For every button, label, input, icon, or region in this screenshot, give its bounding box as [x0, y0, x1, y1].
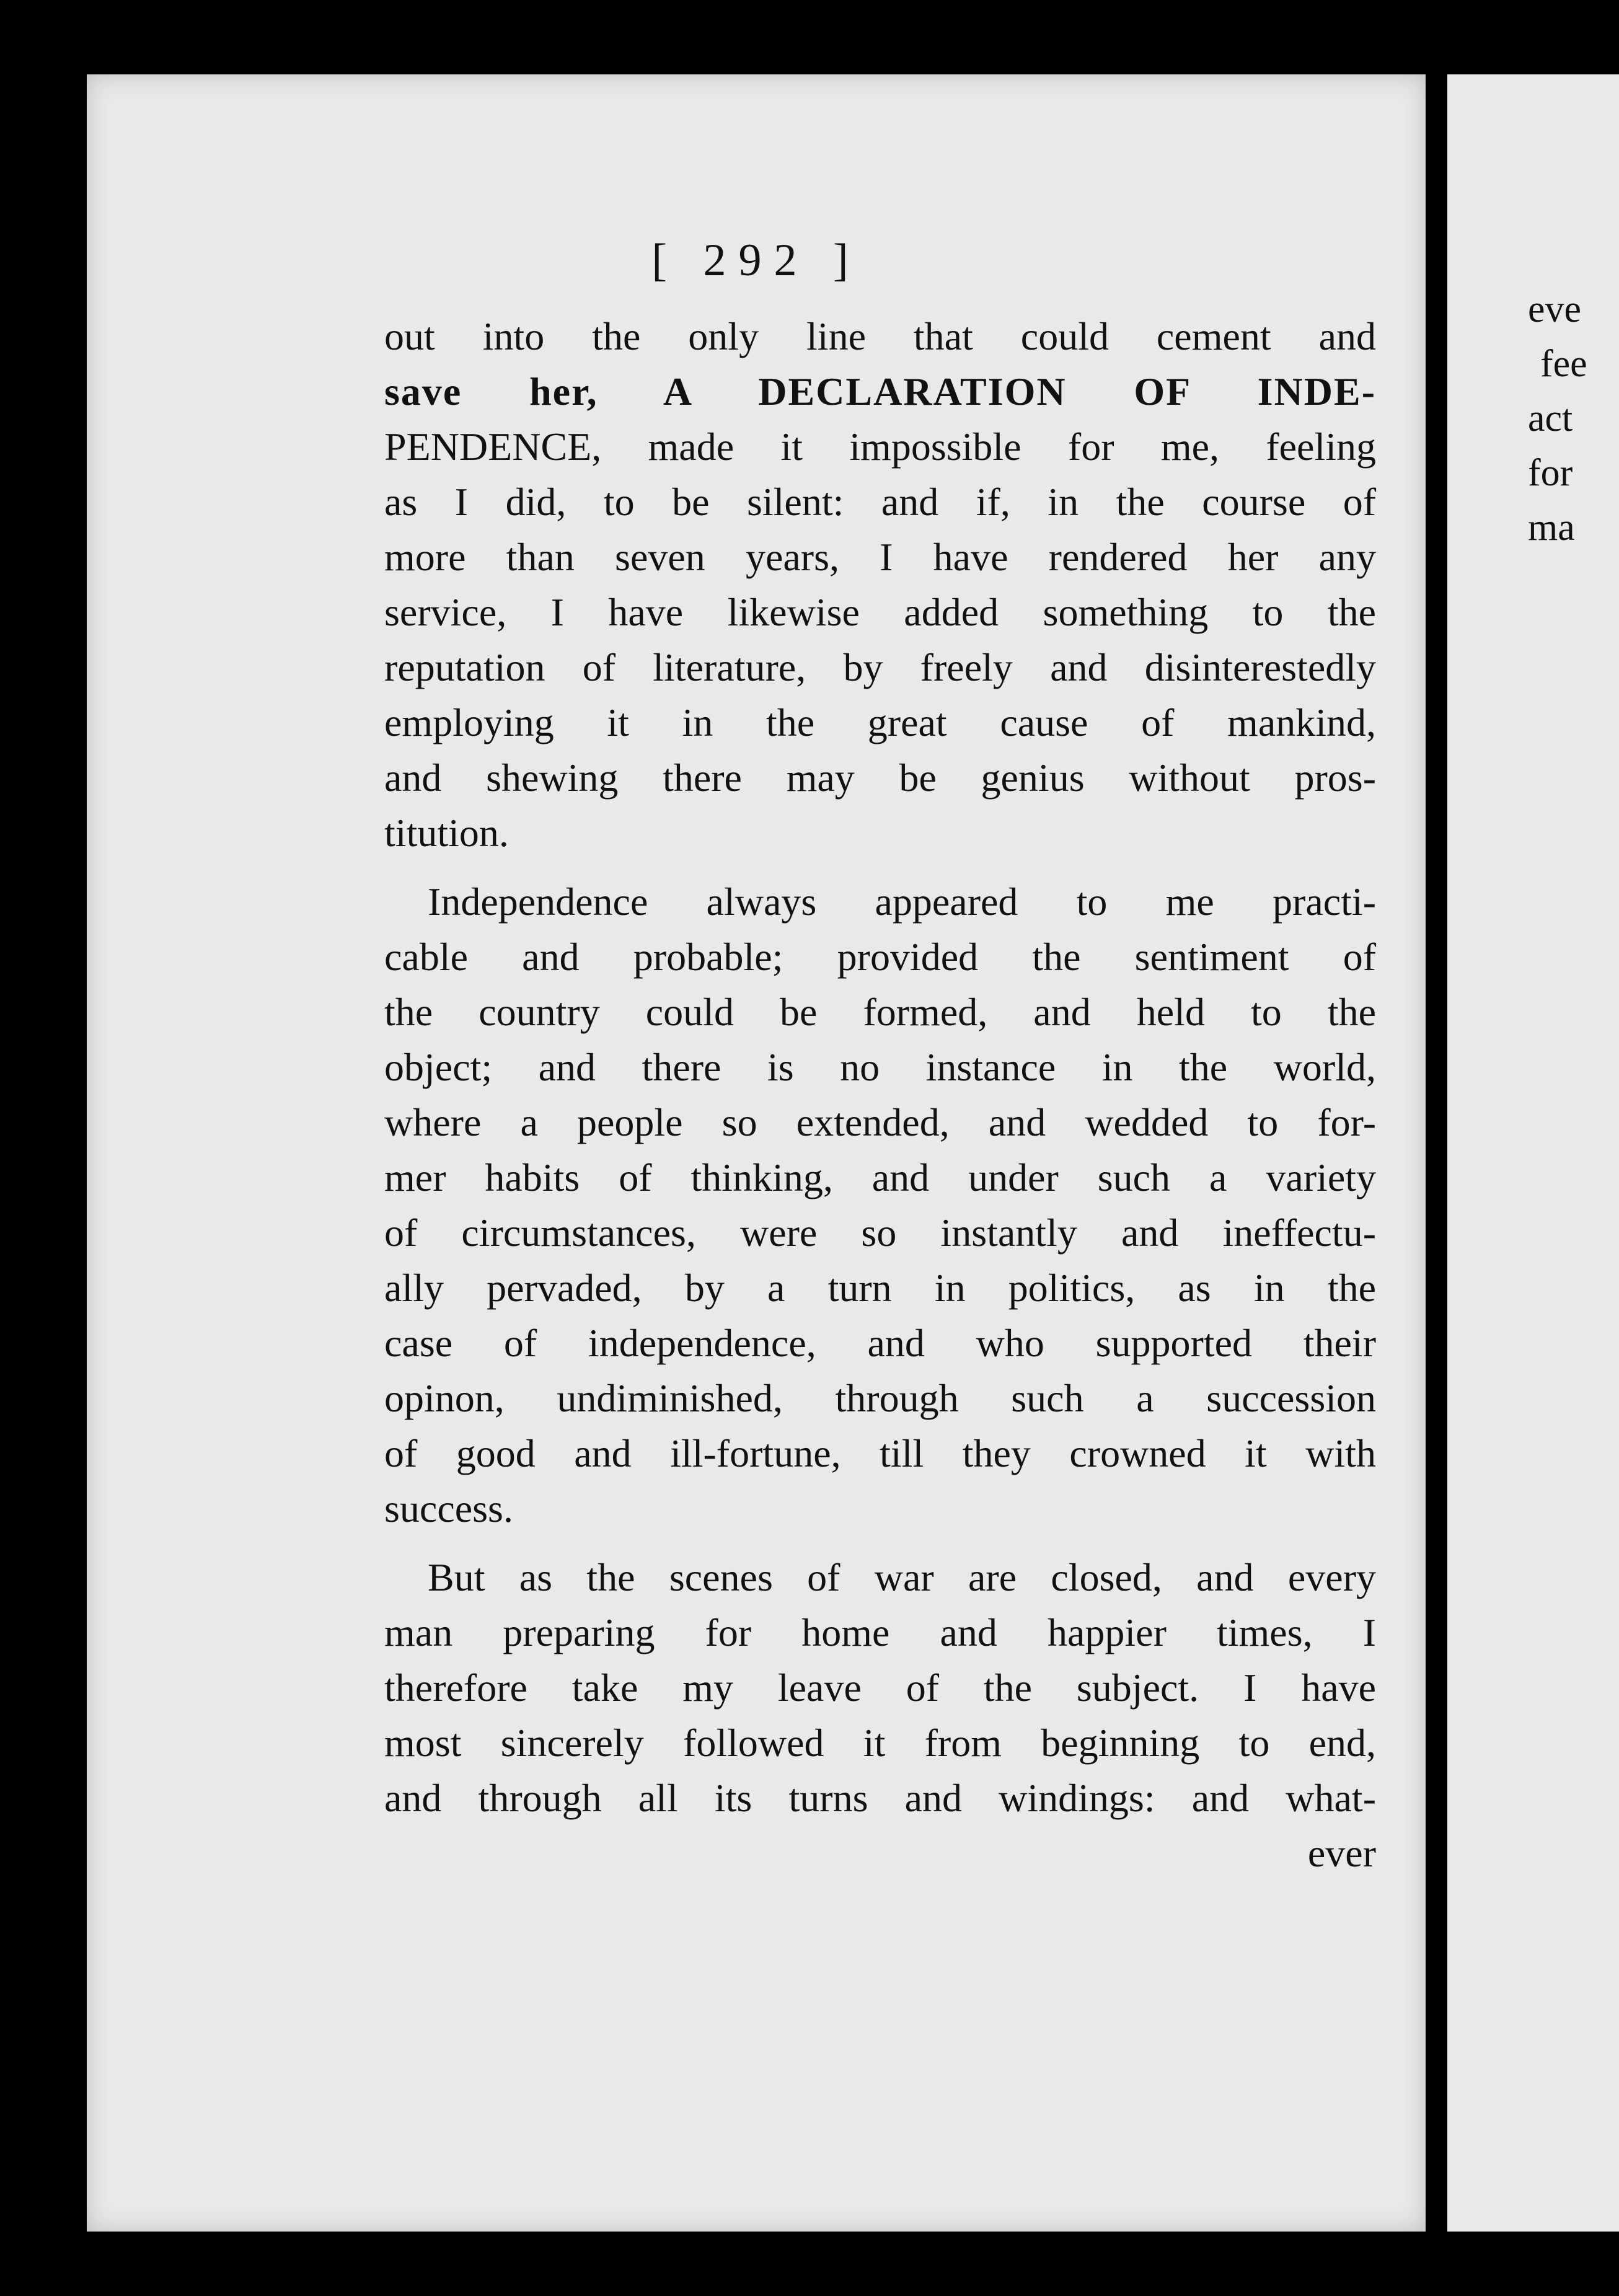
- text-line: cable and probable; provided the sentiment of: [384, 935, 1376, 979]
- text-line: save her, A DECLARATION OF INDE-: [384, 369, 1376, 413]
- text-line: Independence always appeared to me practi-: [428, 880, 1376, 924]
- facing-page-fragment: ma: [1528, 506, 1575, 549]
- text-line: therefore take my leave of the subject. I have: [384, 1666, 1376, 1710]
- text-line: as I did, to be silent: and if, in the course of: [384, 480, 1376, 524]
- facing-page-fragment: fee: [1540, 343, 1587, 385]
- text-line: and shewing there may be genius without pros-: [384, 756, 1376, 800]
- body-text: [384, 309, 1376, 1881]
- facing-page-fragment: act: [1528, 397, 1573, 439]
- text-line: of good and ill-fortune, till they crowned it with: [384, 1431, 1376, 1475]
- text-line: But as the scenes of war are closed, and every: [428, 1555, 1376, 1599]
- catchword: ever: [1307, 1831, 1376, 1875]
- text-line: most sincerely followed it from beginning to end,: [384, 1721, 1376, 1765]
- text-line: the country could be formed, and held to the: [384, 990, 1376, 1034]
- facing-page: [1447, 74, 1619, 2232]
- text-line: titution.: [384, 811, 509, 855]
- text-line: reputation of literature, by freely and disinterestedly: [384, 645, 1376, 689]
- text-line: more than seven years, I have rendered her any: [384, 535, 1376, 579]
- text-line: PENDENCE, made it impossible for me, feeling: [384, 425, 1376, 469]
- text-line: mer habits of thinking, and under such a variety: [384, 1155, 1376, 1199]
- book-page: [87, 74, 1426, 2232]
- text-line: man preparing for home and happier times, I: [384, 1610, 1376, 1654]
- text-line: object; and there is no instance in the world,: [384, 1045, 1376, 1089]
- text-line: service, I have likewise added something to the: [384, 590, 1376, 634]
- text-line: out into the only line that could cement and: [384, 314, 1376, 358]
- paragraph-gap: [384, 860, 1376, 874]
- text-line: opinon, undiminished, through such a succession: [384, 1376, 1376, 1420]
- page-number: [ 292 ]: [651, 235, 861, 286]
- facing-page-fragment: eve: [1528, 288, 1582, 330]
- text-line: where a people so extended, and wedded to for-: [384, 1100, 1376, 1144]
- text-line: of circumstances, were so instantly and ineffectu-: [384, 1211, 1376, 1255]
- text-line: case of independence, and who supported their: [384, 1321, 1376, 1365]
- facing-page-fragment: for: [1528, 452, 1573, 494]
- text-line: employing it in the great cause of mankind,: [384, 700, 1376, 744]
- text-line: ally pervaded, by a turn in politics, as in the: [384, 1266, 1376, 1310]
- text-line: success.: [384, 1486, 513, 1530]
- text-line: and through all its turns and windings: and what-: [384, 1776, 1376, 1820]
- paragraph-gap: [384, 1536, 1376, 1550]
